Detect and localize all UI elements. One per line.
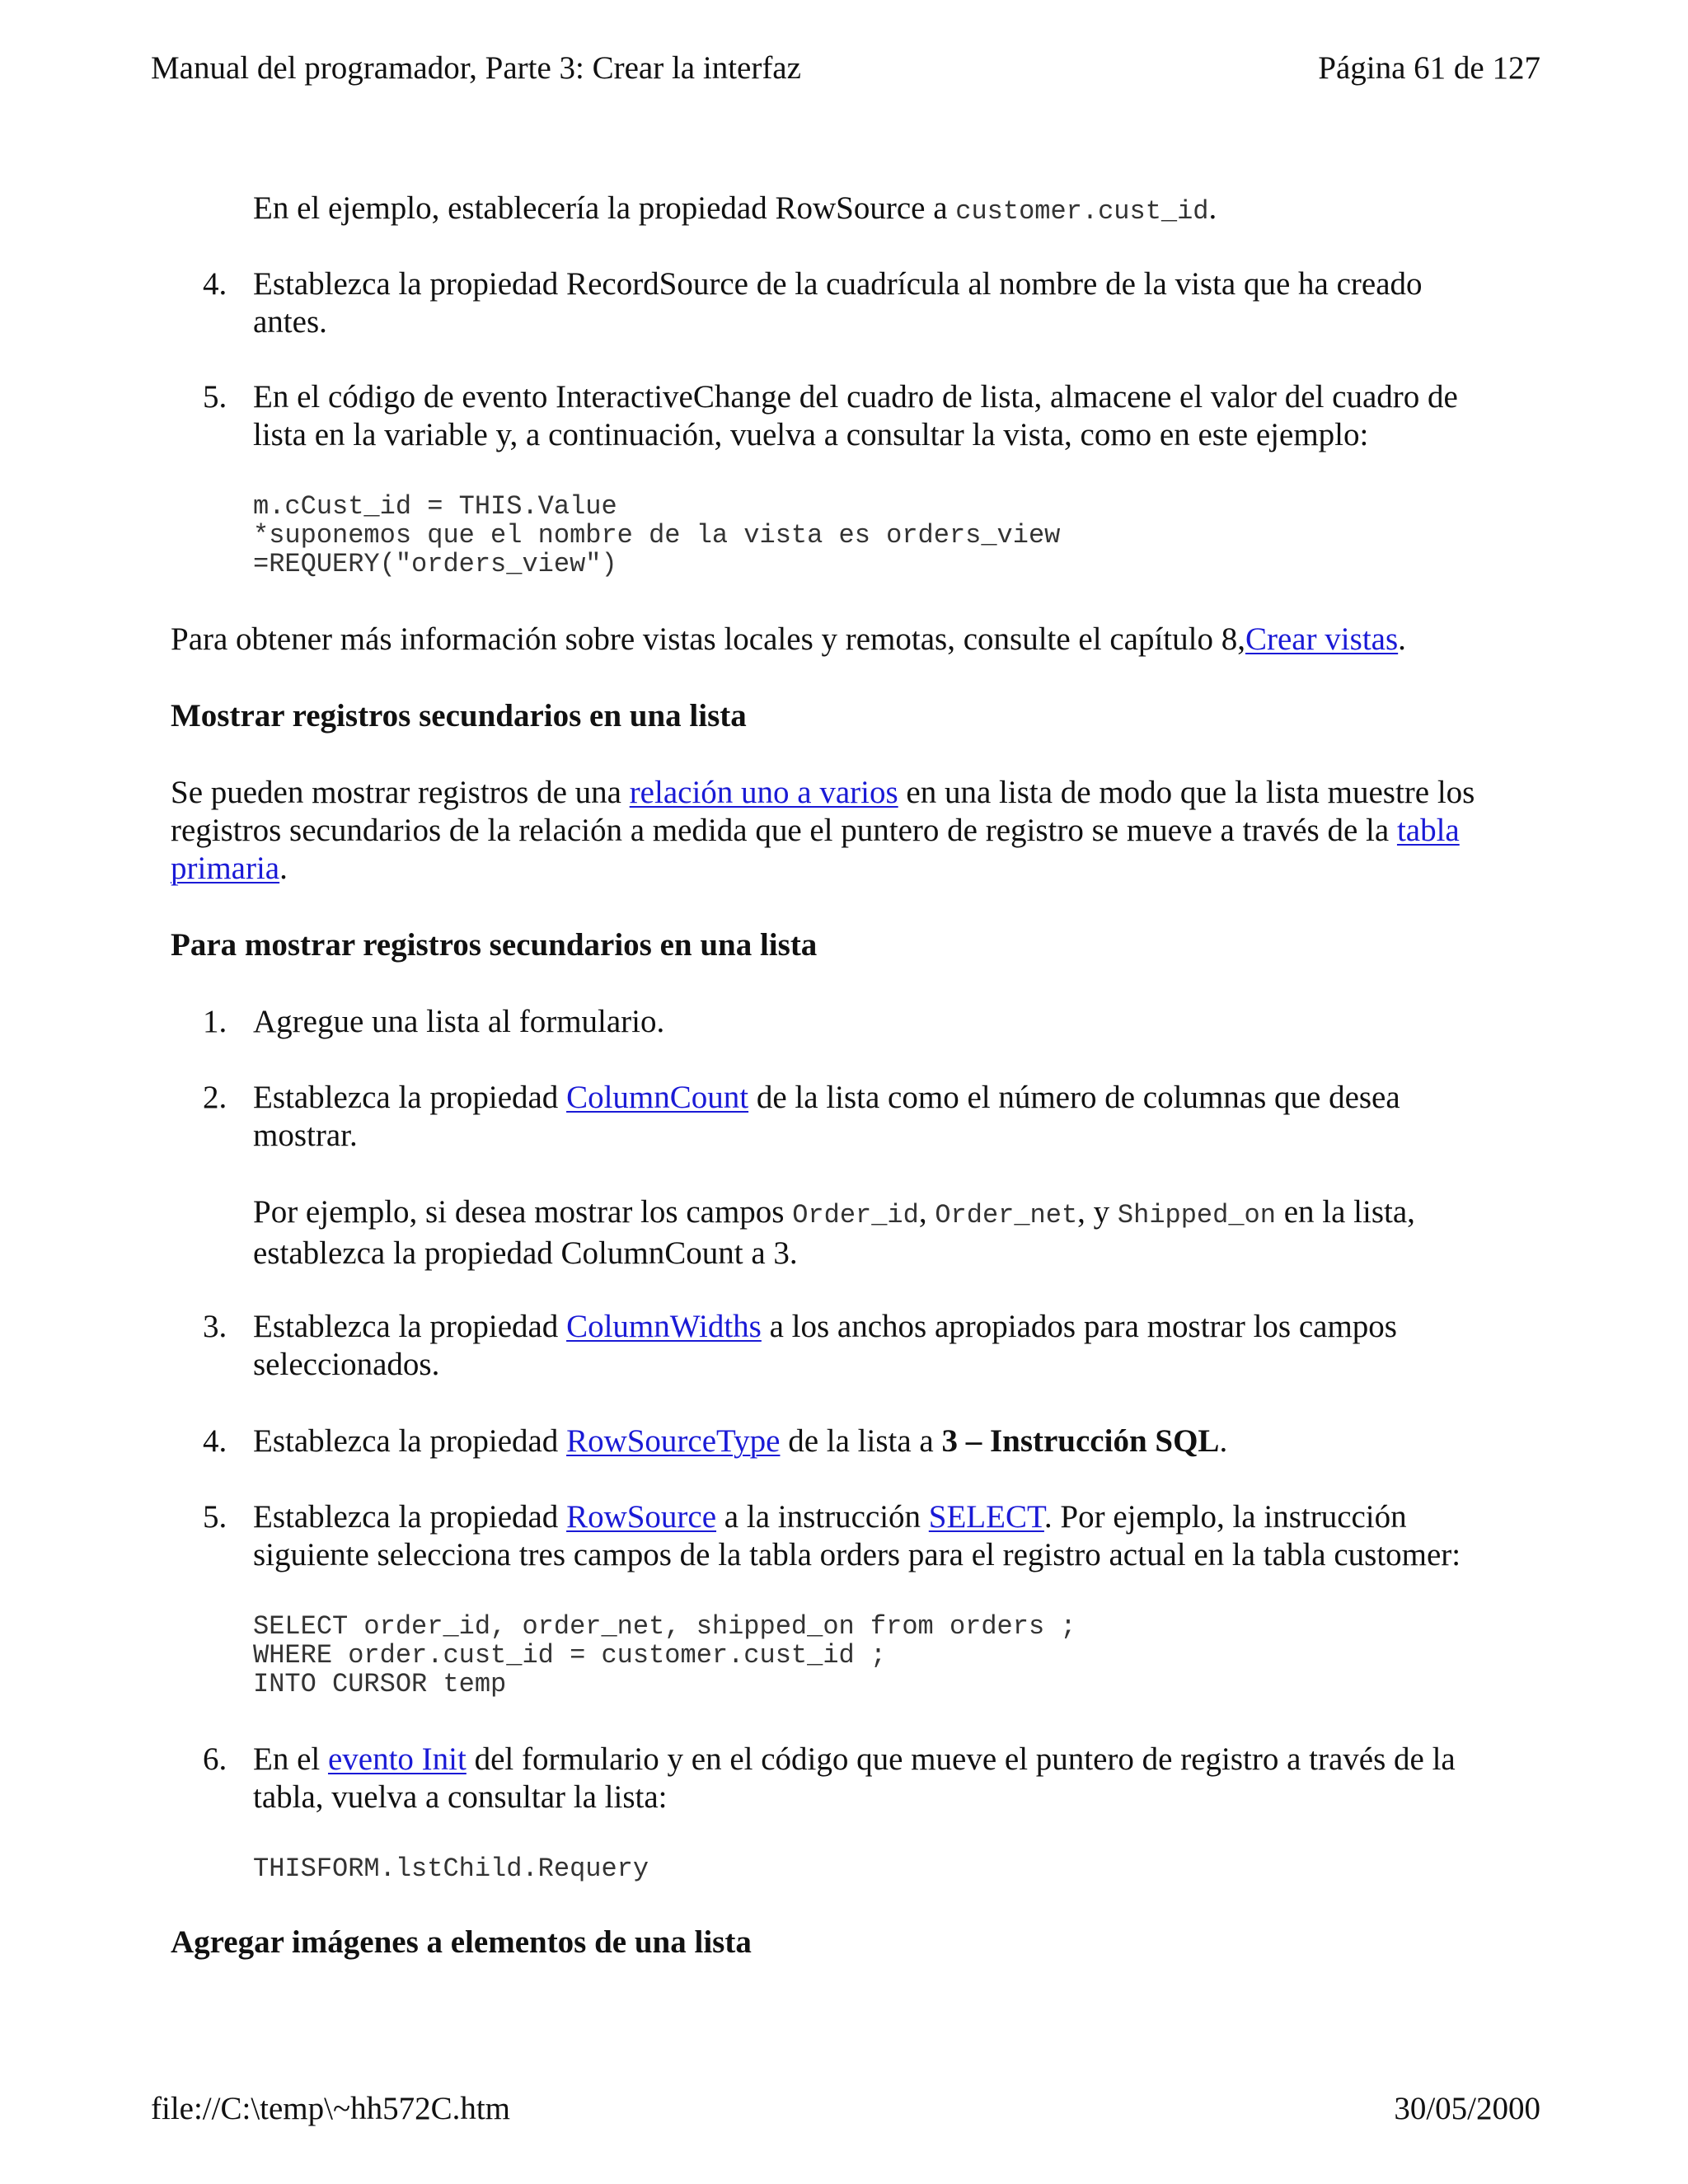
- step-text: a la instrucción: [716, 1499, 929, 1535]
- separator: , y: [1077, 1194, 1118, 1230]
- step-text: del formulario y en el código que mueve el puntero de registro a través de la: [466, 1741, 1456, 1777]
- page-header: [151, 49, 1540, 87]
- step-number: 6.: [203, 1741, 227, 1777]
- code-block-requery-view: m.cCust_id = THIS.Value *suponemos que el nombre de la vista es orders_view =REQUERY("orders_view"): [253, 491, 1061, 579]
- section-heading: Mostrar registros secundarios en una lista: [171, 698, 747, 733]
- paragraph-line: [171, 774, 1475, 812]
- intro-text: En el ejemplo, establecería la propiedad RowSource a: [253, 190, 956, 226]
- step-end: .: [1219, 1423, 1228, 1459]
- step-text: tabla, vuelva a consultar la lista:: [253, 1779, 668, 1815]
- field-order-net: Order_net: [935, 1200, 1078, 1230]
- rowsourcetype-value: 3 – Instrucción SQL: [941, 1423, 1220, 1459]
- link-evento-init[interactable]: evento Init: [327, 1741, 467, 1777]
- step-4-record-source: [253, 265, 1423, 341]
- step-4-rowsourcetype: [253, 1422, 1227, 1460]
- print-date: 30/05/2000: [1394, 2091, 1540, 2126]
- paragraph-text: en una lista de modo que la lista muestre los: [898, 775, 1475, 810]
- step-number: 5.: [203, 379, 227, 415]
- step-text: En el código de evento InteractiveChange del cuadro de lista, almacene el valor del cuadro de: [253, 379, 1458, 415]
- link-columncount[interactable]: ColumnCount: [566, 1080, 749, 1115]
- step-text: Establezca la propiedad: [253, 1423, 567, 1459]
- step-text: en la lista,: [1275, 1194, 1415, 1230]
- step-text: Establezca la propiedad: [253, 1080, 567, 1115]
- step-text: seleccionados.: [253, 1347, 440, 1382]
- step-text: establezca la propiedad ColumnCount a 3.: [253, 1235, 798, 1271]
- paragraph-line: [171, 850, 1475, 888]
- link-crear-vistas[interactable]: Crear vistas: [1245, 621, 1399, 657]
- step-number: 3.: [203, 1309, 227, 1344]
- intro-end: .: [1208, 190, 1217, 226]
- child-records-paragraph: [171, 774, 1475, 888]
- step-text: mostrar.: [253, 1118, 358, 1153]
- step-text: Establezca la propiedad RecordSource de la cuadrícula al nombre de la vista que ha creado: [253, 266, 1423, 302]
- page-footer: [151, 2090, 1540, 2128]
- step-text: de la lista como el número de columnas que desea: [748, 1080, 1400, 1115]
- step-text: . Por ejemplo, la instrucción: [1043, 1499, 1407, 1535]
- step-text: antes.: [253, 304, 327, 340]
- step-line: [253, 1498, 1461, 1536]
- step-2-example: [253, 1193, 1415, 1272]
- step-text: Por ejemplo, si desea mostrar los campos: [253, 1194, 793, 1230]
- link-rowsourcetype[interactable]: RowSourceType: [566, 1423, 781, 1459]
- code-block-select: SELECT order_id, order_net, shipped_on from orders ; WHERE order.cust_id = customer.cust_id ; INTO CURSOR temp: [253, 1611, 1076, 1699]
- step-text: a los anchos apropiados para mostrar los campos: [761, 1309, 1397, 1344]
- more-info-paragraph: [171, 621, 1406, 658]
- step-text: Establezca la propiedad: [253, 1309, 567, 1344]
- link-tabla-primaria[interactable]: tabla: [1396, 813, 1460, 848]
- procedure-heading: Para mostrar registros secundarios en una lista: [171, 927, 818, 963]
- paragraph-end: .: [279, 851, 288, 886]
- step-line: [253, 1741, 1456, 1779]
- step-5-rowsource: [253, 1498, 1461, 1574]
- page-number: Página 61 de 127: [1318, 50, 1540, 86]
- step-text: siguiente selecciona tres campos de la tabla orders para el registro actual en la tabla customer:: [253, 1537, 1461, 1572]
- step-text: de la lista a: [780, 1423, 942, 1459]
- step-number: 4.: [203, 266, 227, 302]
- step-1-add-list: Agregue una lista al formulario.: [253, 1004, 665, 1039]
- step-6-requery: [253, 1741, 1456, 1816]
- step-3-column-widths: [253, 1308, 1397, 1384]
- step-text: En el: [253, 1741, 328, 1777]
- paragraph-text: registros secundarios de la relación a medida que el puntero de registro se mueve a través de la: [171, 813, 1397, 848]
- field-order-id: Order_id: [792, 1200, 919, 1230]
- step-5-interactive-change: [253, 378, 1458, 454]
- code-block-requery-list: THISFORM.lstChild.Requery: [253, 1854, 649, 1884]
- link-relacion-uno-a-varios[interactable]: relación uno a varios: [629, 775, 898, 810]
- step-2-column-count: [253, 1079, 1400, 1155]
- step-number: 5.: [203, 1499, 227, 1535]
- step-number: 2.: [203, 1080, 227, 1115]
- step-number: 4.: [203, 1423, 227, 1459]
- more-info-end: .: [1398, 621, 1406, 657]
- paragraph-line: [171, 812, 1475, 850]
- intro-paragraph: [253, 190, 1217, 231]
- document-title: Manual del programador, Parte 3: Crear la interfaz: [151, 50, 801, 86]
- step-line: [253, 1193, 1415, 1235]
- field-shipped-on: Shipped_on: [1117, 1200, 1276, 1230]
- more-info-text: Para obtener más información sobre vistas locales y remotas, consulte el capítulo 8,: [171, 621, 1245, 657]
- step-line: [253, 1079, 1400, 1117]
- link-select[interactable]: SELECT: [928, 1499, 1044, 1535]
- link-rowsource[interactable]: RowSource: [566, 1499, 717, 1535]
- separator: ,: [918, 1194, 935, 1230]
- step-number: 1.: [203, 1004, 227, 1039]
- link-tabla-primaria[interactable]: primaria: [171, 851, 280, 886]
- paragraph-text: Se pueden mostrar registros de una: [171, 775, 630, 810]
- link-columnwidths[interactable]: ColumnWidths: [566, 1309, 762, 1344]
- step-text: lista en la variable y, a continuación, vuelva a consultar la vista, como en este ejemplo:: [253, 417, 1369, 452]
- step-line: [253, 1308, 1397, 1346]
- step-text: Establezca la propiedad: [253, 1499, 567, 1535]
- intro-code: customer.cust_id: [955, 196, 1209, 227]
- file-path: file://C:\temp\~hh572C.htm: [151, 2091, 511, 2126]
- section-heading: Agregar imágenes a elementos de una lista: [171, 1924, 752, 1960]
